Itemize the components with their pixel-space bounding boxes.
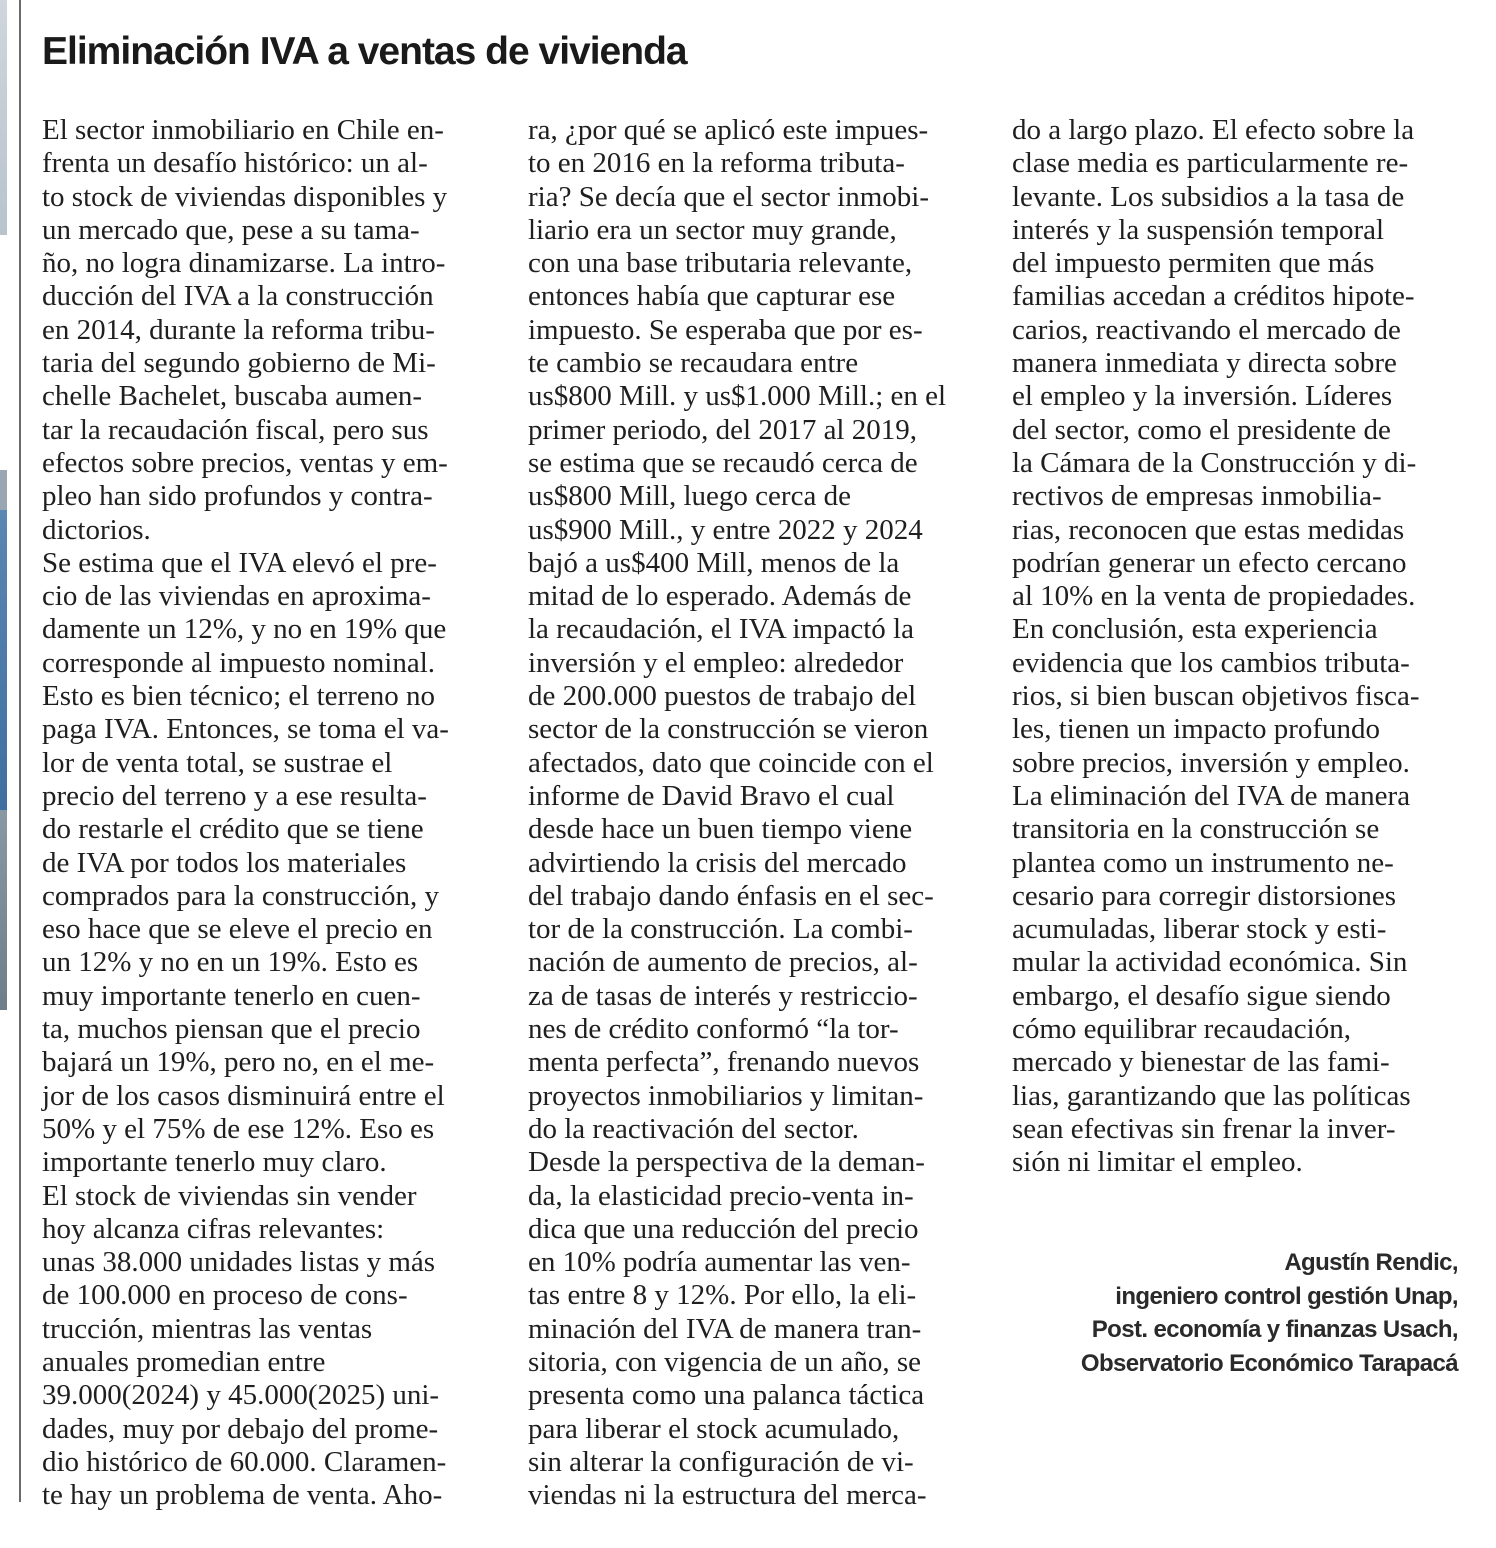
article-text-line: advirtiendo la crisis del mercado <box>528 846 907 879</box>
article-text-line: familias accedan a créditos hipote- <box>1012 280 1415 313</box>
article-text-line: do restarle el crédito que se tiene <box>42 813 424 846</box>
edge-fragment <box>0 470 7 510</box>
article-text-line: clase media es particularmente re- <box>1012 147 1409 180</box>
article-text-line: us$800 Mill, luego cerca de <box>528 480 851 513</box>
article-text-line: za de tasas de interés y restriccio- <box>528 979 918 1012</box>
article-text-line: afectados, dato que coincide con el <box>528 746 934 779</box>
edge-fragment <box>0 810 7 1010</box>
article-text-line: con una base tributaria relevante, <box>528 247 913 280</box>
article-text-line: ño, no logra dinamizarse. La intro- <box>42 247 446 280</box>
article-text-line: frenta un desafío histórico: un al- <box>42 147 428 180</box>
article-text-line: importante tenerlo muy claro. <box>42 1146 387 1179</box>
author-credential: Post. economía y finanzas Usach, <box>1091 1316 1458 1343</box>
author-credential: Observatorio Económico Tarapacá <box>1080 1349 1458 1377</box>
article-text-line: al 10% en la venta de propiedades. <box>1012 580 1416 613</box>
article-text-line: rios, si bien buscan objetivos fisca- <box>1012 680 1420 713</box>
article-text-line: dictorios. <box>42 513 151 546</box>
article-text-line: mercado y bienestar de las fami- <box>1012 1046 1390 1079</box>
article-text-line: dio histórico de 60.000. Claramen- <box>42 1445 447 1478</box>
article-text-line: podrían generar un efecto cercano <box>1012 546 1407 579</box>
article-text-line: to stock de viviendas disponibles y <box>42 180 448 213</box>
article-text-line: anuales promedian entre <box>42 1345 326 1378</box>
article-text-line: presenta como una palanca táctica <box>528 1379 925 1412</box>
article-text-line: damente un 12%, y no en 19% que <box>42 613 447 646</box>
article-text-line: 50% y el 75% de ese 12%. Eso es <box>42 1112 435 1145</box>
article-text-line: mitad de lo esperado. Además de <box>528 580 912 613</box>
article-text-line: del sector, como el presidente de <box>1012 413 1391 446</box>
article-text-line: mular la actividad económica. Sin <box>1012 946 1408 979</box>
article-text-line: lor de venta total, se sustrae el <box>42 746 393 779</box>
article-column-1 <box>42 114 502 1512</box>
article-text-line: para liberar el stock acumulado, <box>528 1412 900 1445</box>
article-text-line: unas 38.000 unidades listas y más <box>42 1246 436 1279</box>
article-text-line: la recaudación, el IVA impactó la <box>528 613 914 646</box>
article-text-line: muy importante tenerlo en cuen- <box>42 979 421 1012</box>
article-text-line: la Cámara de la Construcción y di- <box>1012 446 1417 479</box>
article-text-line: levante. Los subsidios a la tasa de <box>1012 180 1405 213</box>
article-text-line: En conclusión, esta experiencia <box>1012 613 1378 646</box>
article-text-line: liario era un sector muy grande, <box>528 213 897 246</box>
article-text-line: acumuladas, liberar stock y esti- <box>1012 913 1387 946</box>
article-text-line: entonces había que capturar ese <box>528 280 896 313</box>
article-text-line: ta, muchos piensan que el precio <box>42 1013 421 1046</box>
article-text-line: El stock de viviendas sin vender <box>42 1179 417 1212</box>
article-text-line: cómo equilibrar recaudación, <box>1012 1013 1351 1046</box>
article-text-line: ducción del IVA a la construcción <box>42 280 434 313</box>
article-text-line: de 200.000 puestos de trabajo del <box>528 680 917 713</box>
article-text-line: cesario para corregir distorsiones <box>1012 879 1397 912</box>
article-text-line: pleo han sido profundos y contra- <box>42 480 433 513</box>
article-text-line: sean efectivas sin frenar la inver- <box>1012 1112 1396 1145</box>
article-text-line: un mercado que, pese a su tama- <box>42 213 420 246</box>
article-text-line: evidencia que los cambios tributa- <box>1012 646 1410 679</box>
article-text-line: manera inmediata y directa sobre <box>1012 347 1397 380</box>
article-text-line: ra, ¿por qué se aplicó este impues- <box>528 114 929 146</box>
article-text-line: rias, reconocen que estas medidas <box>1012 513 1405 546</box>
edge-fragment <box>0 510 7 810</box>
article-text-line: minación del IVA de manera tran- <box>528 1312 922 1345</box>
article-headline: Eliminación IVA a ventas de vivienda <box>42 30 687 73</box>
article-text-line: bajó a us$400 Mill, menos de la <box>528 546 900 579</box>
article-text-line: les, tienen un impacto profundo <box>1012 713 1381 746</box>
article-text-line: tar la recaudación fiscal, pero sus <box>42 413 429 446</box>
article-text-line: nes de crédito conformó “la tor- <box>528 1013 899 1046</box>
article-text-line: ria? Se decía que el sector inmobi- <box>528 180 930 213</box>
article-text-line: rectivos de empresas inmobilia- <box>1012 480 1382 513</box>
article-text-line: carios, reactivando el mercado de <box>1012 313 1401 346</box>
article-text-line: cio de las viviendas en aproxima- <box>42 580 431 613</box>
article-text-line: precio del terreno y a ese resulta- <box>42 779 427 812</box>
article-text-line: El sector inmobiliario en Chile en- <box>42 114 444 146</box>
article-text-line: us$900 Mill., y entre 2022 y 2024 <box>528 513 923 546</box>
article-text-line: el empleo y la inversión. Líderes <box>1012 380 1393 413</box>
article-text-line: efectos sobre precios, ventas y em- <box>42 446 448 479</box>
article-text-line: proyectos inmobiliarios y limitan- <box>528 1079 924 1112</box>
article-text-line: transitoria en la construcción se <box>1012 813 1380 846</box>
article-text-line: sitoria, con vigencia de un año, se <box>528 1345 921 1378</box>
article-text-line: en 2014, durante la reforma tribu- <box>42 313 435 346</box>
article-text-line: sector de la construcción se vieron <box>528 713 929 746</box>
article-text-line: interés y la suspensión temporal <box>1012 213 1385 246</box>
article-text-line: inversión y el empleo: alrededor <box>528 646 904 679</box>
article-text-line: del impuesto permiten que más <box>1012 247 1375 280</box>
author-name: Agustín Rendic, <box>1284 1249 1458 1276</box>
article-text-line: bajará un 19%, pero no, en el me- <box>42 1046 435 1079</box>
article-text-line: Esto es bien técnico; el terreno no <box>42 680 435 713</box>
article-text-line: comprados para la construcción, y <box>42 879 439 912</box>
author-credential: ingeniero control gestión Unap, <box>1115 1282 1458 1310</box>
article-text-line: dica que una reducción del precio <box>528 1212 919 1245</box>
article-text-line: de IVA por todos los materiales <box>42 846 407 879</box>
article-text-line: de 100.000 en proceso de cons- <box>42 1279 408 1312</box>
article-text-line: La eliminación del IVA de manera <box>1012 779 1411 812</box>
article-text-line: trucción, mientras las ventas <box>42 1312 373 1345</box>
article-text-line: nación de aumento de precios, al- <box>528 946 918 979</box>
article-text-line: informe de David Bravo el cual <box>528 779 895 812</box>
article-text-line: hoy alcanza cifras relevantes: <box>42 1212 385 1245</box>
article-text-line: del trabajo dando énfasis en el sec- <box>528 879 934 912</box>
article-text-line: 39.000(2024) y 45.000(2025) uni- <box>42 1379 440 1412</box>
article-text-line: corresponde al impuesto nominal. <box>42 646 436 679</box>
article-text-line: plantea como un instrumento ne- <box>1012 846 1394 879</box>
article-text-line: Se estima que el IVA elevó el pre- <box>42 546 437 579</box>
article-text-line: da, la elasticidad precio-venta in- <box>528 1179 914 1212</box>
article-column-2 <box>528 114 988 1512</box>
article-text-line: taria del segundo gobierno de Mi- <box>42 347 436 380</box>
page-edge-strip <box>0 0 7 1548</box>
article-text-line: te hay un problema de venta. Aho- <box>42 1479 443 1512</box>
article-text-line: Desde la perspectiva de la deman- <box>528 1146 925 1179</box>
article-text-line: dades, muy por debajo del prome- <box>42 1412 439 1445</box>
article-column-3 <box>1012 114 1472 1180</box>
article-text-line: chelle Bachelet, buscaba aumen- <box>42 380 423 413</box>
article-text-line: do a largo plazo. El efecto sobre la <box>1012 114 1415 146</box>
article-text-line: un 12% y no en un 19%. Esto es <box>42 946 419 979</box>
article-text-line: desde hace un buen tiempo viene <box>528 813 913 846</box>
author-signature <box>1081 1246 1458 1380</box>
article-text-line: primer periodo, del 2017 al 2019, <box>528 413 917 446</box>
article-text-line: sin alterar la configuración de vi- <box>528 1445 914 1478</box>
article-text-line: en 10% podría aumentar las ven- <box>528 1246 911 1279</box>
column-rule <box>19 0 21 1502</box>
article-text-line: se estima que se recaudó cerca de <box>528 446 918 479</box>
article-text-line: viendas ni la estructura del merca- <box>528 1479 927 1512</box>
article-text-line: embargo, el desafío sigue siendo <box>1012 979 1391 1012</box>
article-text-line: to en 2016 en la reforma tributa- <box>528 147 905 180</box>
article-text-line: sobre precios, inversión y empleo. <box>1012 746 1410 779</box>
article-text-line: menta perfecta”, frenando nuevos <box>528 1046 920 1079</box>
article-text-line: tor de la construcción. La combi- <box>528 913 913 946</box>
article-text-line: do la reactivación del sector. <box>528 1112 859 1145</box>
article-text-line: tas entre 8 y 12%. Por ello, la eli- <box>528 1279 917 1312</box>
edge-fragment <box>0 0 7 235</box>
article-text-line: sión ni limitar el empleo. <box>1012 1146 1303 1179</box>
article-text-line: lias, garantizando que las políticas <box>1012 1079 1411 1112</box>
article-text-line: jor de los casos disminuirá entre el <box>42 1079 445 1112</box>
article-text-line: te cambio se recaudara entre <box>528 347 859 380</box>
article-text-line: impuesto. Se esperaba que por es- <box>528 313 923 346</box>
article-text-line: eso hace que se eleve el precio en <box>42 913 433 946</box>
article-text-line: paga IVA. Entonces, se toma el va- <box>42 713 449 746</box>
article-text-line: us$800 Mill. y us$1.000 Mill.; en el <box>528 380 947 413</box>
